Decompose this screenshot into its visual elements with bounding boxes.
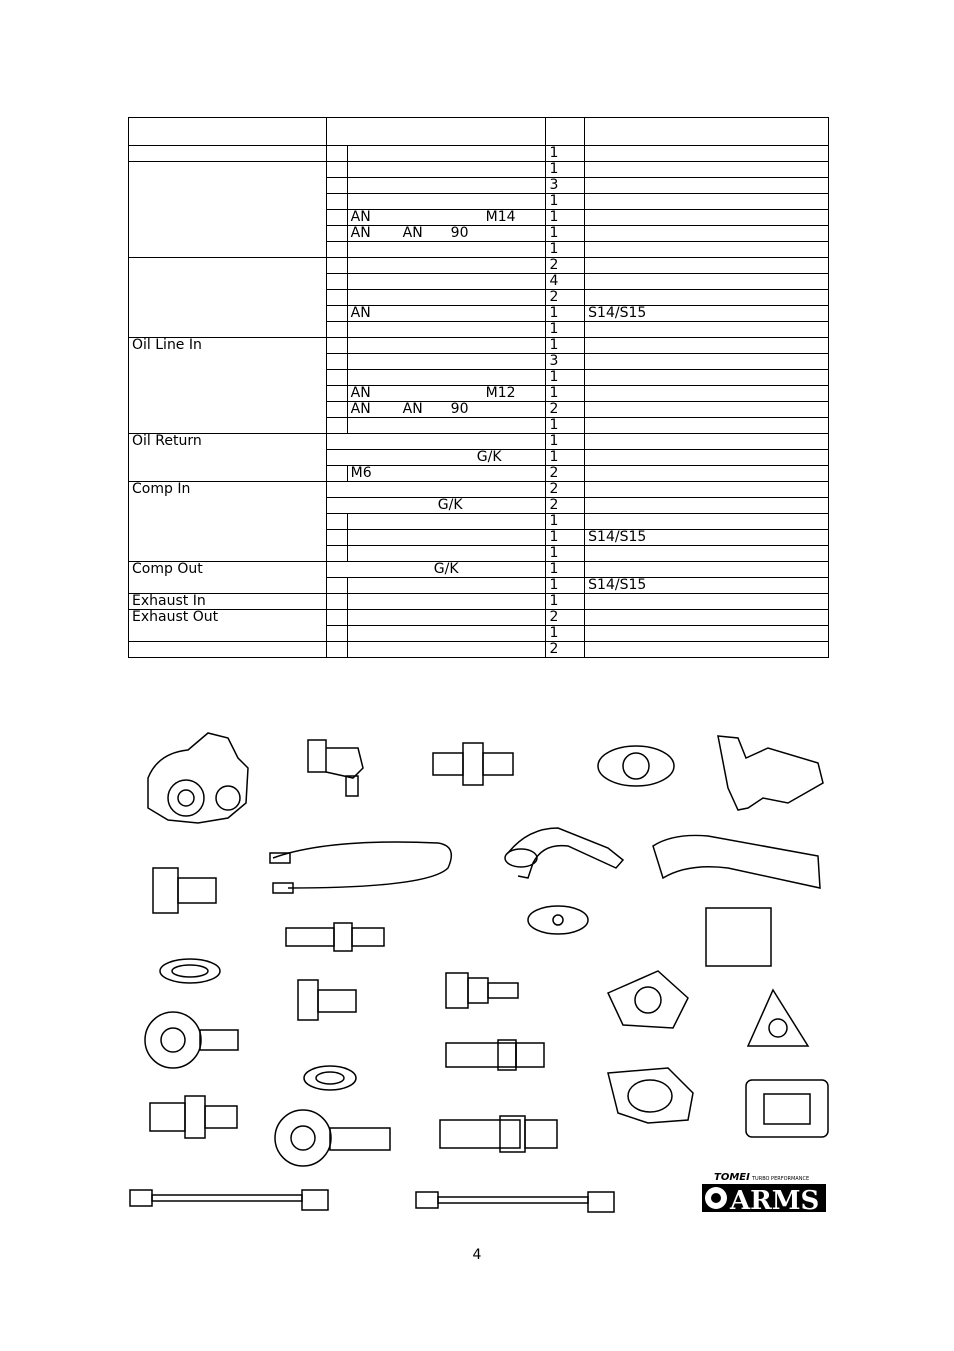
notes-cell — [585, 594, 829, 610]
logo-tagline-text: TURBO PERFORMANCE — [752, 1176, 810, 1182]
qty-cell: 1 — [546, 450, 585, 466]
j-pipe — [505, 828, 623, 878]
logo-brand-text: TOMEI — [714, 1172, 750, 1183]
part-spec-cell — [347, 530, 546, 546]
part-spec-cell — [347, 338, 546, 354]
outlet-pipe — [718, 736, 823, 810]
notes-cell — [585, 370, 829, 386]
marker-cell — [326, 242, 347, 258]
qty-cell: 1 — [546, 546, 585, 562]
spec-segment: M6 — [350, 465, 372, 481]
qty-cell: 2 — [546, 642, 585, 658]
hose-barb-fitting — [286, 923, 384, 951]
part-spec-cell — [347, 194, 546, 210]
part-spec-cell — [326, 498, 546, 514]
logo-product-text: ARMS — [730, 1186, 820, 1214]
marker-cell — [326, 258, 347, 274]
part-spec-cell — [347, 322, 546, 338]
part-spec-cell — [347, 178, 546, 194]
notes-cell — [585, 642, 829, 658]
notes-cell — [585, 626, 829, 642]
header-cell-notes — [585, 118, 829, 146]
notes-cell: S14/S15 — [585, 578, 829, 594]
spec-segment: AN — [350, 385, 371, 401]
qty-cell: 2 — [546, 498, 585, 514]
spec-segment: M14 — [485, 209, 516, 225]
union-fitting — [433, 743, 513, 785]
notes-cell — [585, 546, 829, 562]
group-cell — [129, 258, 327, 338]
qty-cell: 2 — [546, 402, 585, 418]
part-spec-cell — [347, 306, 546, 322]
qty-cell: 3 — [546, 178, 585, 194]
notes-cell — [585, 466, 829, 482]
qty-cell: 1 — [546, 578, 585, 594]
marker-cell — [326, 610, 347, 626]
part-spec-cell — [347, 546, 546, 562]
group-cell: Exhaust In — [129, 594, 327, 610]
notes-cell — [585, 402, 829, 418]
spec-segment: AN — [350, 225, 371, 241]
washer — [304, 1066, 356, 1090]
qty-cell: 3 — [546, 354, 585, 370]
qty-cell: 1 — [546, 226, 585, 242]
notes-cell — [585, 338, 829, 354]
qty-cell: 1 — [546, 562, 585, 578]
group-cell: Exhaust Out — [129, 610, 327, 642]
parts-illustrations — [128, 728, 829, 1228]
qty-cell: 1 — [546, 306, 585, 322]
notes-cell — [585, 226, 829, 242]
crush-washer — [160, 959, 220, 983]
braided-line-long — [130, 1190, 328, 1210]
table-row — [129, 162, 829, 178]
marker-cell — [326, 210, 347, 226]
marker-cell — [326, 290, 347, 306]
marker-cell — [326, 466, 347, 482]
marker-cell — [326, 642, 347, 658]
part-spec-cell — [347, 594, 546, 610]
group-cell — [129, 642, 327, 658]
part-spec-cell — [326, 434, 546, 450]
group-cell: Comp In — [129, 482, 327, 562]
qty-cell: 1 — [546, 210, 585, 226]
marker-cell — [326, 530, 347, 546]
part-spec-cell — [347, 466, 546, 482]
qty-cell: 2 — [546, 290, 585, 306]
notes-cell — [585, 434, 829, 450]
t-flange-gasket — [746, 1080, 828, 1137]
flange-gasket — [598, 746, 674, 786]
spec-segment: G/K — [433, 561, 459, 577]
notes-cell — [585, 450, 829, 466]
marker-cell — [326, 194, 347, 210]
banjo-bolt — [153, 868, 216, 913]
table-row — [129, 642, 829, 658]
marker-cell — [326, 370, 347, 386]
marker-cell — [326, 226, 347, 242]
notes-cell — [585, 194, 829, 210]
header-cell-group — [129, 118, 327, 146]
spec-segment: G/K — [476, 449, 502, 465]
spec-segment: AN — [350, 209, 371, 225]
intake-pipe — [653, 835, 820, 888]
qty-cell: 2 — [546, 610, 585, 626]
marker-cell — [326, 594, 347, 610]
notes-cell — [585, 178, 829, 194]
spec-segment: M12 — [485, 385, 516, 401]
marker-cell — [326, 418, 347, 434]
tomei-arms-logo — [700, 1170, 828, 1214]
spec-segment: 90 — [450, 401, 469, 417]
small-banjo-bolt — [298, 980, 356, 1020]
notes-cell — [585, 610, 829, 626]
spec-segment: AN — [402, 225, 423, 241]
marker-cell — [326, 514, 347, 530]
exhaust-gasket — [608, 971, 688, 1028]
part-spec-cell — [347, 402, 546, 418]
marker-cell — [326, 306, 347, 322]
part-spec-cell — [347, 162, 546, 178]
banjo-elbow-fitting — [308, 740, 363, 796]
part-spec-cell — [347, 370, 546, 386]
qty-cell: 1 — [546, 322, 585, 338]
notes-cell — [585, 354, 829, 370]
table-row — [129, 146, 829, 162]
notes-cell — [585, 146, 829, 162]
part-spec-cell — [347, 146, 546, 162]
qty-cell: 1 — [546, 338, 585, 354]
part-spec-cell — [347, 258, 546, 274]
turbine-inlet-gasket — [608, 1068, 693, 1123]
notes-cell — [585, 210, 829, 226]
group-cell: Oil Return — [129, 434, 327, 482]
notes-cell — [585, 418, 829, 434]
spec-segment: AN — [350, 305, 371, 321]
part-spec-cell — [347, 610, 546, 626]
part-spec-cell — [347, 578, 546, 594]
qty-cell: 1 — [546, 194, 585, 210]
qty-cell: 1 — [546, 242, 585, 258]
notes-cell: S14/S15 — [585, 306, 829, 322]
group-cell: Oil Line In — [129, 338, 327, 434]
notes-cell — [585, 498, 829, 514]
marker-cell — [326, 354, 347, 370]
part-spec-cell — [347, 290, 546, 306]
qty-cell: 2 — [546, 258, 585, 274]
long-stud — [440, 1116, 557, 1152]
braided-oil-line — [270, 842, 451, 893]
notes-cell — [585, 290, 829, 306]
notes-cell — [585, 322, 829, 338]
braided-line-short — [416, 1192, 614, 1212]
group-cell — [129, 146, 327, 162]
part-spec-cell — [347, 626, 546, 642]
spec-segment: AN — [350, 401, 371, 417]
header-cell-qty — [546, 118, 585, 146]
group-cell: Comp Out — [129, 562, 327, 594]
spec-segment: 90 — [450, 225, 469, 241]
adapter-fitting — [150, 1096, 237, 1138]
table-header-row — [129, 118, 829, 146]
part-spec-cell — [347, 242, 546, 258]
qty-cell: 4 — [546, 274, 585, 290]
banjo-adapter — [275, 1110, 390, 1166]
part-spec-cell — [347, 418, 546, 434]
marker-cell — [326, 322, 347, 338]
marker-cell — [326, 338, 347, 354]
marker-cell — [326, 626, 347, 642]
part-spec-cell — [347, 386, 546, 402]
notes-cell — [585, 274, 829, 290]
table-row — [129, 434, 829, 450]
qty-cell: 1 — [546, 514, 585, 530]
notes-cell: S14/S15 — [585, 530, 829, 546]
page-number: 4 — [472, 1247, 482, 1263]
table-row — [129, 610, 829, 626]
notes-cell — [585, 514, 829, 530]
qty-cell: 2 — [546, 466, 585, 482]
qty-cell: 1 — [546, 418, 585, 434]
table-row — [129, 594, 829, 610]
notes-cell — [585, 482, 829, 498]
marker-cell — [326, 386, 347, 402]
part-spec-cell — [347, 226, 546, 242]
notes-cell — [585, 562, 829, 578]
qty-cell: 1 — [546, 146, 585, 162]
parts-table — [128, 117, 829, 658]
triangle-gasket — [748, 990, 808, 1046]
qty-cell: 1 — [546, 434, 585, 450]
marker-cell — [326, 578, 347, 594]
marker-cell — [326, 546, 347, 562]
marker-cell — [326, 402, 347, 418]
qty-cell: 1 — [546, 530, 585, 546]
turbocharger-illustration — [148, 733, 248, 823]
table-row — [129, 258, 829, 274]
table-row — [129, 482, 829, 498]
notes-cell — [585, 242, 829, 258]
notes-cell — [585, 258, 829, 274]
notes-cell — [585, 386, 829, 402]
part-spec-cell — [347, 514, 546, 530]
spec-segment: G/K — [437, 497, 463, 513]
qty-cell: 1 — [546, 594, 585, 610]
header-cell-part — [326, 118, 546, 146]
qty-cell: 1 — [546, 370, 585, 386]
group-cell — [129, 162, 327, 258]
part-spec-cell — [326, 562, 546, 578]
marker-cell — [326, 274, 347, 290]
part-spec-cell — [347, 210, 546, 226]
spec-segment: AN — [402, 401, 423, 417]
qty-cell: 1 — [546, 162, 585, 178]
banjo-eye-fitting — [145, 1012, 238, 1068]
marker-cell — [326, 146, 347, 162]
silicone-hose — [706, 908, 771, 966]
threaded-stud — [446, 1040, 544, 1070]
marker-cell — [326, 178, 347, 194]
qty-cell: 1 — [546, 386, 585, 402]
table-row — [129, 338, 829, 354]
part-spec-cell — [347, 274, 546, 290]
part-spec-cell — [347, 354, 546, 370]
marker-cell — [326, 162, 347, 178]
bolt-with-nut — [446, 973, 518, 1008]
qty-cell: 1 — [546, 626, 585, 642]
qty-cell: 2 — [546, 482, 585, 498]
oil-gasket — [528, 906, 588, 934]
part-spec-cell — [326, 450, 546, 466]
part-spec-cell — [347, 642, 546, 658]
table-row — [129, 562, 829, 578]
part-spec-cell — [326, 482, 546, 498]
notes-cell — [585, 162, 829, 178]
